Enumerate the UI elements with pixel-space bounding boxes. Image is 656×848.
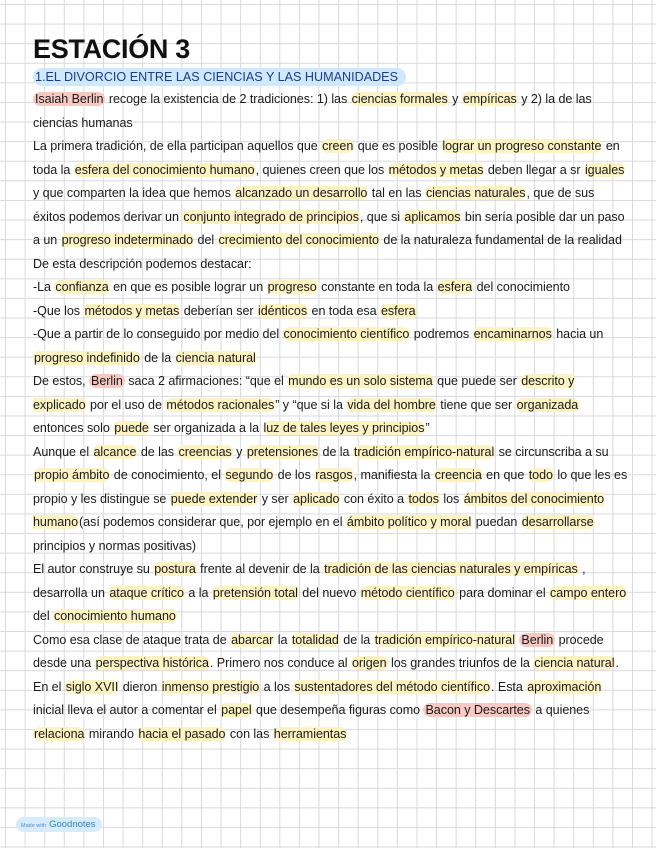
highlight: rasgos [315, 468, 353, 482]
highlight: tradición empírico-natural [353, 444, 495, 459]
highlight: ciencias naturales [425, 186, 526, 200]
highlight: ataque crítico [109, 585, 184, 600]
highlight: totalidad [291, 632, 339, 647]
highlight-bacon-descartes: Bacon y Descartes [425, 703, 530, 717]
highlight: crecimiento del conocimiento [218, 233, 379, 247]
paragraph-5: -Que los métodos y metas deberían ser idénticos en toda esa esfera [33, 303, 416, 318]
highlight: esfera [437, 280, 473, 294]
paragraph-9: El autor construye su postura frente al devenir de la tradición de las ciencias naturales y empíricas , desarrolla un ataque crítico a la pretensión total del nuevo método científico para dominar el campo entero del conocimiento humano [33, 562, 627, 623]
highlight: relaciona [34, 726, 85, 741]
note-page [33, 34, 629, 746]
highlight: inmenso prestigio [161, 679, 260, 694]
highlight: perspectiva histórica [95, 656, 209, 670]
highlight-berlin: Berlin [91, 374, 123, 388]
highlight: todo [528, 468, 553, 482]
highlight: propio ámbito [34, 468, 110, 482]
highlight: conocimiento científico [283, 327, 410, 341]
highlight: organizada [516, 397, 579, 412]
highlight: sustentadores del método científico [294, 679, 491, 694]
badge-made-with-label: Made with [21, 823, 47, 829]
highlight: métodos racionales [166, 397, 275, 412]
page-title: ESTACIÓN 3 [33, 34, 191, 64]
highlight: todos [408, 491, 439, 506]
highlight: progreso indefinido [34, 350, 140, 365]
highlight-isaiah-berlin: Isaiah Berlin [35, 92, 104, 106]
highlight: hacia el pasado [138, 726, 226, 741]
highlight: herramientas [273, 726, 347, 741]
highlight: siglo XVII [65, 679, 119, 694]
paragraph-4: -La confianza en que es posible lograr un progreso constante en toda la esfera del conocimiento [33, 280, 570, 294]
highlight: aproximación [527, 679, 602, 694]
highlight: aplicado [293, 491, 340, 506]
highlight: método científico [360, 585, 455, 600]
highlight: alcanzado un desarrollo [235, 186, 368, 200]
highlight: aplicamos [404, 209, 461, 224]
paragraph-1: Isaiah Berlin recoge la existencia de 2 tradiciones: 1) las ciencias formales y empíricas y 2) la de las ciencias humanas [33, 92, 592, 130]
highlight: esfera del conocimiento humano [74, 162, 255, 177]
highlight: iguales [584, 162, 625, 177]
highlight: ciencias formales [351, 92, 448, 106]
highlight-berlin: Berlin [521, 632, 554, 647]
section-subtitle: 1.EL DIVORCIO ENTRE LAS CIENCIAS Y LAS HUMANIDADES [33, 68, 406, 86]
highlight: alcance [93, 444, 137, 459]
highlight: lograr un progreso constante [442, 139, 602, 153]
highlight: mundo es un solo sistema [288, 374, 433, 388]
highlight: conjunto integrado de principios [183, 209, 359, 224]
highlight: creencias [178, 444, 232, 459]
note-body [33, 88, 629, 746]
highlight: segundo [225, 468, 274, 482]
highlight: descrito y explicado [33, 374, 575, 412]
highlight: métodos y metas [388, 162, 484, 177]
highlight: ciencia natural [175, 350, 256, 365]
highlight: ámbito político y moral [346, 515, 472, 529]
highlight: creen [322, 139, 354, 153]
highlight: métodos y metas [84, 303, 180, 318]
paragraph-10: Como esa clase de ataque trata de abarcar la totalidad de la tradición empírico-natural Berlin procede desde una perspectiva histórica. Primero nos conduce al origen los grandes triunfos de la ciencia natural. En el siglo XVII dieron inmenso prestigio a los sustentadores del método científico. Esta aproximación inicial lleva el autor a comentar el papel que desempeña figuras como Bacon y Descartes a quienes relaciona mirando hacia el pasado con las herramientas [33, 632, 619, 741]
highlight: progreso indeterminado [61, 233, 194, 247]
highlight: papel [221, 703, 252, 717]
highlight: conocimiento humano [54, 609, 176, 623]
highlight: encaminarnos [473, 327, 552, 341]
paragraph-7: De estos, Berlin saca 2 afirmaciones: “que el mundo es un solo sistema que puede ser descrito y explicado por el uso de métodos racionales” y “que si la vida del hombre tiene que ser organizada entonces solo puede ser organizada a la luz de tales leyes y principios” [33, 374, 579, 435]
highlight: pretensiones [246, 444, 319, 459]
highlight: origen [351, 656, 387, 670]
paragraph-6: -Que a partir de lo conseguido por medio del conocimiento científico podremos encaminarnos hacia un progreso indefinido de la ciencia natural [33, 327, 604, 365]
highlight: puede extender [170, 491, 258, 506]
highlight: progreso [267, 280, 317, 294]
paragraph-8: Aunque el alcance de las creencias y pretensiones de la tradición empírico-natural se circunscriba a su propio ámbito de conocimiento, el segundo de los rasgos, manifiesta la creencia en que todo lo que les es propio y les distingue se puede extender y ser aplicado con éxito a todos los ámbitos del conocimiento humano(así podemos considerar que, por ejemplo en el ámbito político y moral puedan desarrollarse principios y normas positivas) [33, 444, 628, 553]
highlight: esfera [380, 303, 416, 318]
paragraph-3: De esta descripción podemos destacar: [33, 256, 252, 271]
highlight: creencia [434, 468, 482, 482]
made-with-goodnotes-badge[interactable] [16, 817, 102, 832]
highlight: vida del hombre [347, 397, 436, 412]
highlight: puede [114, 421, 149, 435]
highlight: confianza [55, 280, 109, 294]
paragraph-2: La primera tradición, de ella participan aquellos que creen que es posible lograr un progreso constante en toda la esfera del conocimiento humano, quienes creen que los métodos y metas deben llegar a sr iguales y que comparten la idea que hemos alcanzado un desarrollo tal en las ciencias naturales, que de sus éxitos podemos derivar un conjunto integrado de principios, que si aplicamos bin sería posible dar un paso a un progreso indeterminado del crecimiento del conocimiento de la naturaleza fundamental de la realidad [33, 139, 625, 247]
highlight: abarcar [231, 632, 274, 647]
highlight: idénticos [258, 303, 308, 318]
highlight: postura [154, 562, 196, 576]
highlight: ciencia natural [534, 656, 615, 670]
highlight: pretensión total [212, 585, 298, 600]
highlight: ámbitos del conocimiento humano [33, 491, 605, 529]
highlight: empíricas [462, 92, 517, 106]
highlight: campo entero [550, 585, 627, 600]
highlight: tradición empírico-natural [374, 632, 515, 647]
highlight: tradición de las ciencias naturales y empíricas [324, 562, 578, 576]
badge-brand-label: Goodnotes [49, 819, 96, 830]
highlight: desarrollarse [521, 515, 594, 529]
highlight: luz de tales leyes y principios [263, 421, 425, 435]
